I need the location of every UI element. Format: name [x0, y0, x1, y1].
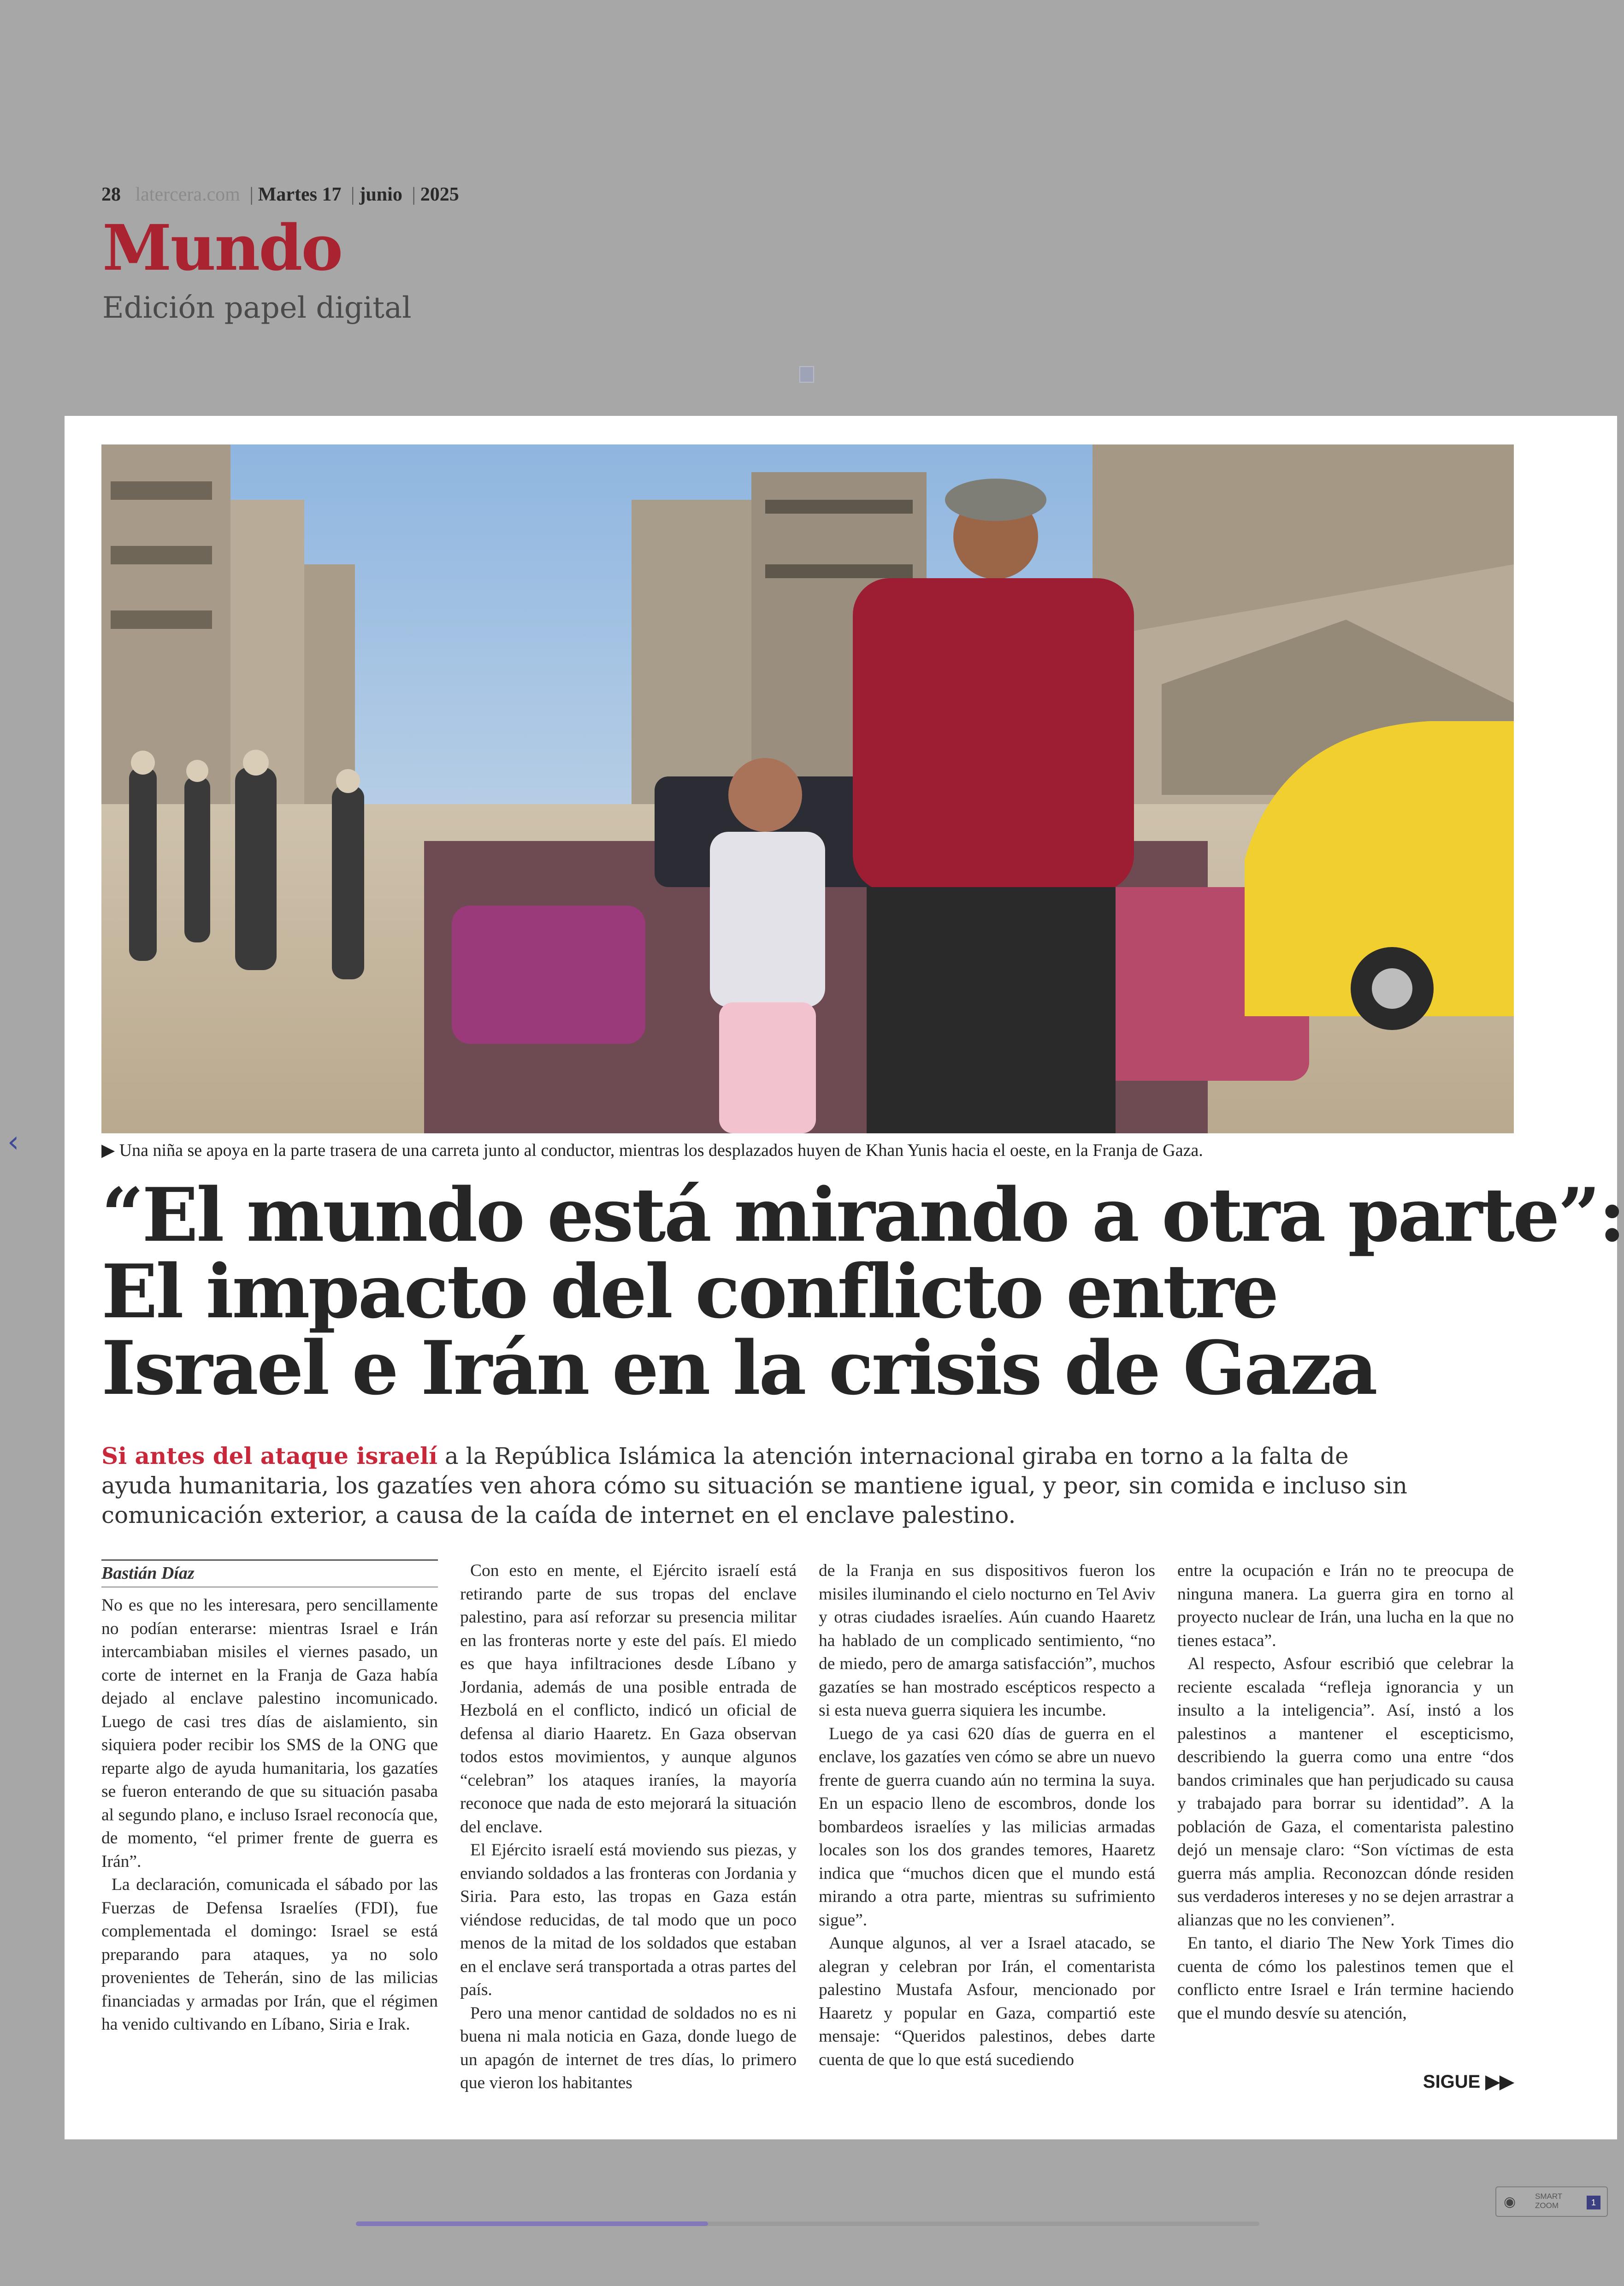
- body-column-4: [1177, 1559, 1514, 2043]
- paragraph: El Ejército israelí está moviendo sus piezas, y enviando soldados a las fronteras con Jordania y Siria. Para esto, las tropas en Gaza están viéndose reducidas, de tal modo que un poco menos de la mitad de los soldados que estaban en el enclave será transportada a otras partes del país.: [460, 1841, 797, 1999]
- byline: Bastián Díaz: [101, 1559, 438, 1587]
- paragraph: En tanto, el diario The New York Times dio cuenta de cómo los palestinos temen que el conflicto entre Israel e Irán termine haciendo que el mundo desvíe su atención,: [1177, 1934, 1514, 2023]
- caption-marker-icon: ▶: [101, 1141, 115, 1160]
- page-marker[interactable]: [799, 366, 814, 383]
- page-number: 28: [101, 184, 121, 205]
- issue-year: 2025: [420, 184, 459, 205]
- section-title: Mundo: [102, 211, 342, 285]
- prev-page-icon[interactable]: ‹: [7, 1125, 19, 1159]
- paragraph: No es que no les interesara, pero sencillamente no podían enterarse: mientras Israel e Irán intercambiaban misiles el viernes pasado, un corte de internet en la Franja de Gaza había dejado al enclave palestino incomunicado. Luego de casi tres días de aislamiento, sin siquiera poder recibir los SMS de la ONG que reparte algo de ayuda humanitaria, los gazatíes se fueron enterando de que su situación pasaba al segundo plano, e incluso Israel reconocía que, de momento, “el primer frente de guerra es Irán”.: [101, 1596, 438, 1871]
- continue-link[interactable]: SIGUE ▶▶: [1423, 2072, 1514, 2092]
- smart-zoom-count: 1: [1587, 2196, 1600, 2209]
- article-body: [101, 1559, 1514, 2092]
- paragraph: Con esto en mente, el Ejército israelí está retirando parte de sus tropas del enclave palestino, para así reforzar su presencia militar en las fronteras norte y este del país. El miedo es que haya infiltraciones desde Líbano y Jordania, además de una posible entrada de Hezbolá en el conflicto, indicó un oficial de defensa al diario Haaretz. En Gaza observan todos estos movimientos, y aunque algunos “celebran” los ataques iraníes, la mayoría reconoce que nada de esto mejorará la situación del enclave.: [460, 1561, 797, 1836]
- issue-date: Martes 17: [258, 184, 342, 205]
- paragraph: La declaración, comunicada el sábado por las Fuerzas de Defensa Israelíes (FDI), fue complementada el domingo: Israel se está preparando para ataques, ya no solo provenientes de Teherán, sino de las milicias financiadas y armadas por Irán, que el régimen ha venido cultivando en Líbano, Siria e Irak.: [101, 1875, 438, 2034]
- paragraph: Pero una menor cantidad de soldados no es ni buena ni mala noticia en Gaza, donde luego de un apagón de internet de tres días, lo primero que vieron los habitantes: [460, 2003, 797, 2092]
- photo-caption: [101, 1140, 1514, 1161]
- headline-line: “El mundo está mirando a otra parte”:: [101, 1172, 1624, 1258]
- smart-zoom-label: SMART ZOOM: [1535, 2192, 1562, 2210]
- headline-line: Israel e Irán en la crisis de Gaza: [101, 1325, 1376, 1411]
- page-progress-track[interactable]: [356, 2221, 1259, 2226]
- body-column-3: [819, 1559, 1155, 2069]
- paragraph: Al respecto, Asfour escribió que celebrar la reciente escalada “refleja ignorancia y un insulto a la inteligencia”. Así, instó a los palestinos a mantener el escepticismo, describiendo la guerra como una entre “dos bandos criminales que han perjudicado su causa y trabajado para borrar su identidad”. A la población de Gaza, el comentarista palestino dejó un mensaje claro: “Son víctimas de esta guerra más amplia. Reconozcan dónde residen sus verdaderos intereses y no se dejen arrastrar a alianzas que no les convienen”.: [1177, 1654, 1514, 1930]
- smart-zoom-button[interactable]: [1495, 2186, 1608, 2217]
- eye-icon: ◉: [1504, 2194, 1516, 2209]
- page-progress-fill: [356, 2221, 708, 2226]
- newspaper-page: [65, 416, 1624, 2139]
- issue-meta: 28 latercera.com | Martes 17 | junio | 2025: [101, 184, 459, 205]
- paragraph: entre la ocupación e Irán no te preocupa de ninguna manera. La guerra gira en torno al proyecto nuclear de Irán, una lucha en la que no tienes estaca”.: [1177, 1561, 1514, 1650]
- issue-month: junio: [359, 184, 402, 205]
- body-column-2: [460, 1559, 797, 2092]
- article-headline: [101, 1172, 1624, 1411]
- paragraph: Aunque algunos, al ver a Israel atacado, se alegran y celebran por Irán, el comentarista palestino Mustafa Asfour, mencionado por Haaretz y popular en Gaza, compartió este mensaje: “Queridos palestinos, debes darte cuenta de que lo que está sucediendo: [819, 1934, 1155, 2069]
- paragraph: de la Franja en sus dispositivos fueron los misiles iluminando el cielo nocturno en Tel Aviv y otras ciudades israelíes. Aún cuando Haaretz ha hablado de un complicado sentimiento, “no de miedo, pero de amarga satisfacción”, muchos gazatíes se han mostrado escépticos respecto a si esta nueva guerra siquiera les incumbe.: [819, 1561, 1155, 1720]
- article-photo: [101, 444, 1514, 1133]
- site-name: latercera.com: [135, 184, 240, 205]
- edition-subtitle: Edición papel digital: [102, 291, 412, 325]
- article-lead: [101, 1441, 1420, 1530]
- body-column-1: [101, 1559, 438, 2043]
- lead-kicker: Si antes del ataque israelí: [101, 1442, 438, 1469]
- headline-line: El impacto del conflicto entre: [101, 1248, 1277, 1335]
- lead-text: a la República Islámica la atención internacional giraba en torno a la falta de ayuda humanitaria, los gazatíes ven ahora cómo su situación se mantiene igual, y peor, sin comida e incluso sin comunicación exterior, a causa de la caída de internet en el enclave palestino.: [101, 1443, 1407, 1528]
- caption-text: Una niña se apoya en la parte trasera de una carreta junto al conductor, mientras los desplazados huyen de Khan Yunis hacia el oeste, en la Franja de Gaza.: [119, 1141, 1203, 1160]
- paragraph: Luego de ya casi 620 días de guerra en el enclave, los gazatíes ven cómo se abre un nuevo frente de guerra cuando aún no termina la suya. En un espacio lleno de escombros, donde los bombardeos israelíes y las milicias armadas locales son los dos grandes temores, Haaretz indica que “muchos dicen que el mundo está mirando a otra parte, mientras su sufrimiento sigue”.: [819, 1724, 1155, 1930]
